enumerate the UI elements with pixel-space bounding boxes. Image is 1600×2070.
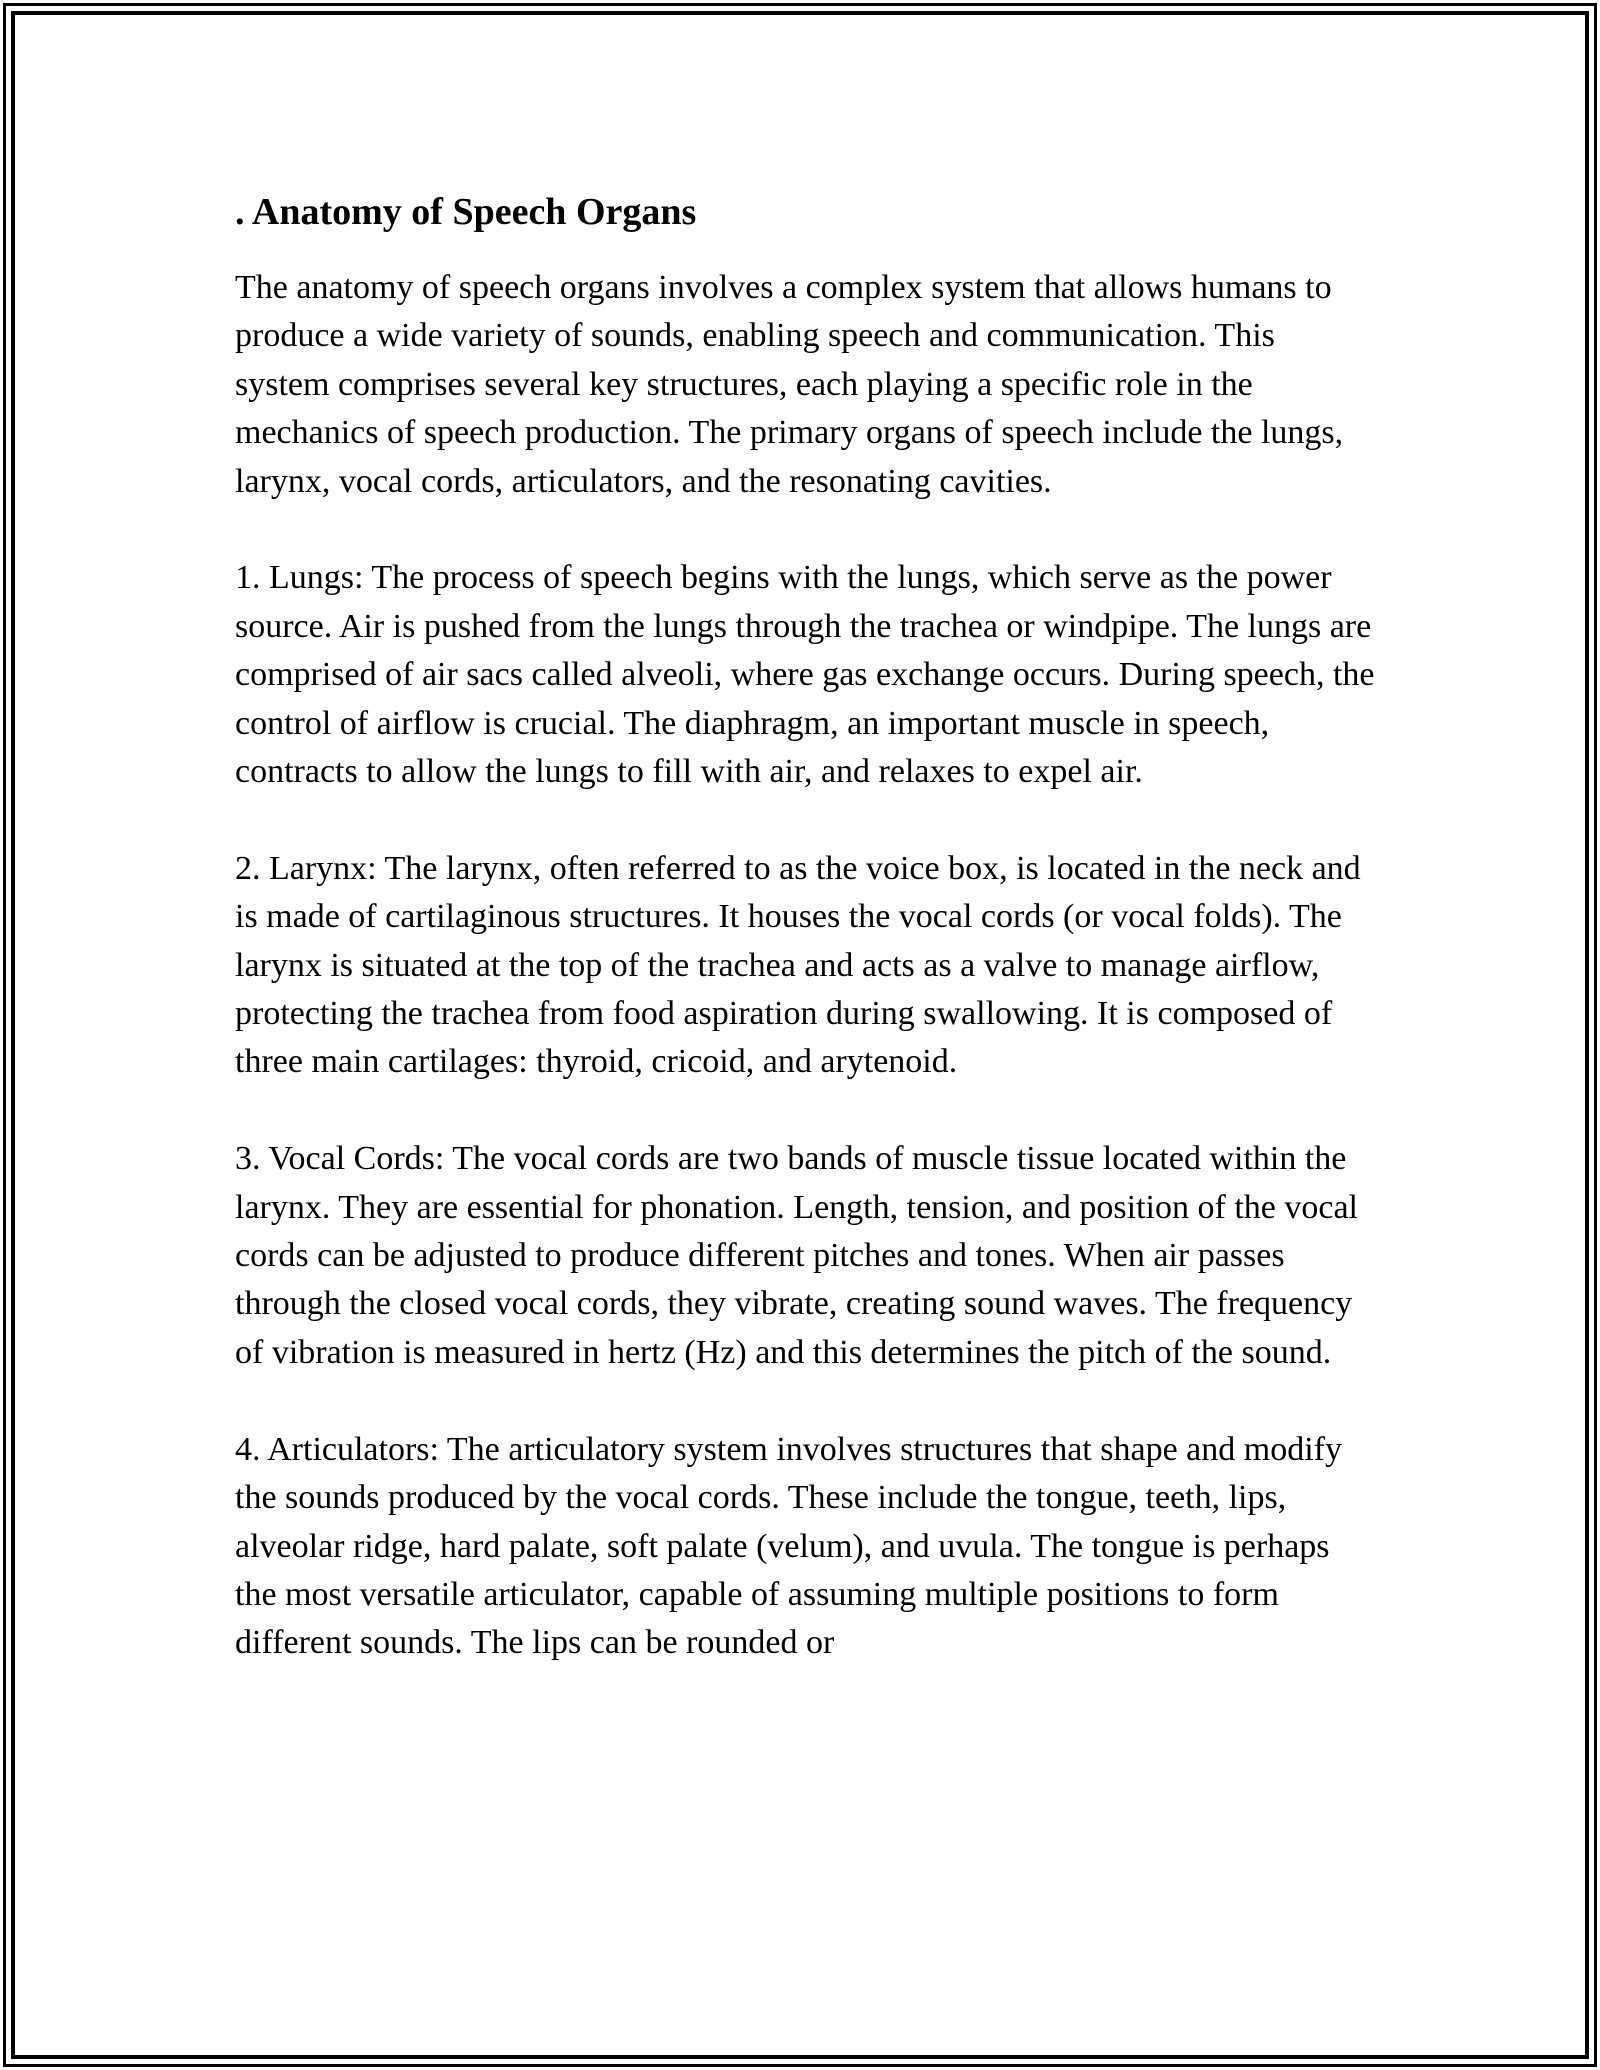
page-content	[235, 186, 1375, 1716]
larynx-paragraph: 2. Larynx: The larynx, often referred to as the voice box, is located in the neck and is made of cartilaginous structures. It houses the vocal cords (or vocal folds). The larynx is situated at the top of the trachea and acts as a valve to manage airflow, protecting the trachea from food aspiration during swallowing. It is composed of three main cartilages: thyroid, cricoid, and arytenoid.	[235, 849, 1361, 1081]
lungs-paragraph: 1. Lungs: The process of speech begins with the lungs, which serve as the power source. Air is pushed from the lungs through the trachea or windpipe. The lungs are comprised of air sacs called alveoli, where gas exchange occurs. During speech, the control of airflow is crucial. The diaphragm, an important muscle in speech, contracts to allow the lungs to fill with air, and relaxes to expel air.	[235, 559, 1375, 791]
intro-paragraph: The anatomy of speech organs involves a complex system that allows humans to produce a wide variety of sounds, enabling speech and communication. This system comprises several key structures, each playing a specific role in the mechanics of speech production. The primary organs of speech include the lungs, larynx, vocal cords, articulators, and the resonating cavities.	[235, 269, 1344, 500]
vocal-cords-paragraph: 3. Vocal Cords: The vocal cords are two bands of muscle tissue located within the larynx. They are essential for phonation. Length, tension, and position of the vocal cords can be adjusted to produce different pitches and tones. When air passes through the closed vocal cords, they vibrate, creating sound waves. The frequency of vibration is measured in hertz (Hz) and this determines the pitch of the sound.	[235, 1140, 1358, 1371]
articulators-paragraph: 4. Articulators: The articulatory system involves structures that shape and modify the sounds produced by the vocal cords. These include the tongue, teeth, lips, alveolar ridge, hard palate, soft palate (velum), and uvula. The tongue is perhaps the most versatile articulator, capable of assuming multiple positions to form different sounds. The lips can be rounded or	[235, 1430, 1342, 1662]
section-heading: . Anatomy of Speech Organs	[235, 191, 697, 233]
